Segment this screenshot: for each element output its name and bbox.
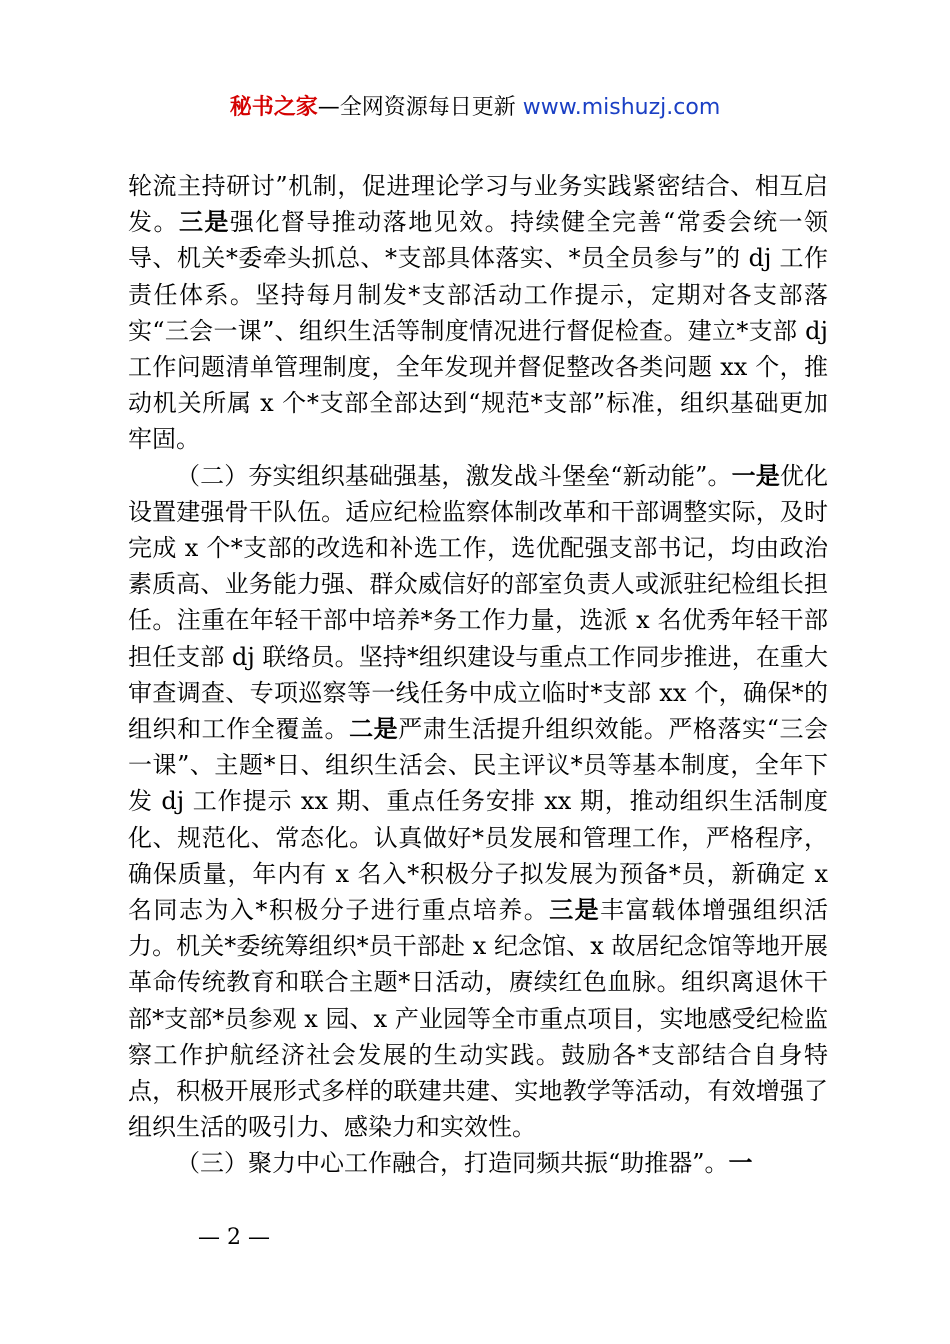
text-run: 严肃生活提升组织效能。严格落实“三会一课”、主题*日、组织生活会、民主评议*员等基本制度，全年下发 dj 工作提示 xx 期、重点任务安排 xx 期，推动组织生活制度化、规范化、常态化。认真做好*员发展和管理工作，严格程序，确保质量，年内有 x 名入*积极分子拟发展为预备*员，新确定 x 名同志为入*积极分子进行重点培养。 (128, 715, 828, 925)
brand-name: 秘书之家 (229, 95, 318, 120)
header-tagline: —全网资源每日更新 (317, 95, 523, 120)
text-run: （三）聚力中心工作融合，打造同频共振“助推器”。 (176, 1149, 729, 1178)
page-number: — 2 — (198, 1225, 270, 1250)
site-url[interactable]: www.mishuzj.com (522, 95, 721, 120)
emphasis-run: 三是 (178, 207, 230, 237)
site-header (0, 90, 950, 121)
emphasis-run: 一 (728, 1148, 753, 1178)
emphasis-run: 三是 (549, 895, 601, 925)
text-run: 轮流主持研讨”机制，促进理论学习与业务实践紧密结合、相互启发。 (128, 172, 828, 237)
emphasis-run: 一是 (731, 460, 780, 490)
text-run: 丰富载体增强组织活力。机关*委统筹组织*员干部赴 x 纪念馆、x 故居纪念馆等地开展革命传统教育和联合主题*日活动，赓续红色血脉。组织离退休干部*支部*员参观 x 园、x 产业园等全市重点项目，实地感受纪检监察工作护航经济社会发展的生动实践。鼓励各*支部结合自身特点，积极开展形式多样的联建共建、实地教学等活动，有效增强了组织生活的吸引力、感染力和实效性。 (128, 896, 829, 1142)
paragraph (128, 168, 828, 458)
text-run: 强化督导推动落地见效。持续健全完善“常委会统一领导、机关*委牵头抓总、*支部具体落实、*员全员参与”的 dj 工作责任体系。坚持每月制发*支部活动工作提示，定期对各支部落实“三会一课”、组织生活等制度情况进行督促检查。建立*支部 dj 工作问题清单管理制度，全年发现并督促整改各类问题 xx 个，推动机关所属 x 个*支部全部达到“规范*支部”标准，组织基础更加牢固。 (128, 208, 829, 454)
document-body (128, 168, 828, 1182)
paragraph (128, 458, 828, 1146)
paragraph (128, 1145, 828, 1181)
text-run: （二）夯实组织基础强基，激发战斗堡垒“新动能”。 (176, 461, 732, 490)
emphasis-run: 二是 (349, 714, 399, 744)
text-run: 优化设置建强骨干队伍。适应纪检监察体制改革和干部调整实际，及时完成 x 个*支部的改选和补选工作，选优配强支部书记，均由政治素质高、业务能力强、群众威信好的部室负责人或派驻纪检组长担任。注重在年轻干部中培养*务工作力量，选派 x 名优秀年轻干部担任支部 dj 联络员。坚持*组织建设与重点工作同步推进，在重大审查调查、专项巡察等一线任务中成立临时*支部 xx 个，确保*的组织和工作全覆盖。 (128, 461, 829, 744)
